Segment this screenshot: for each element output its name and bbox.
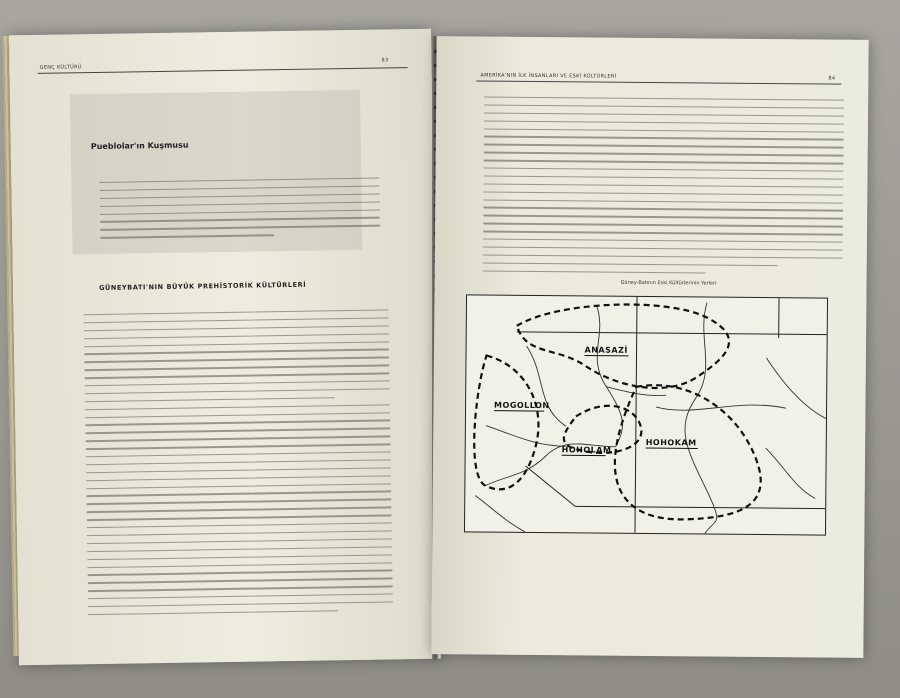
right-running-head: AMERİKA'NIN İLK İNSANLARI VE ESKİ KÜLTÜRLERİ — [480, 72, 617, 80]
map-label-anasazi: ANASAZİ — [584, 345, 628, 355]
header-rule — [476, 80, 841, 84]
culture-boundaries — [474, 303, 763, 520]
state-borders — [515, 296, 827, 535]
header-rule — [38, 67, 408, 74]
left-running-head: GENÇ KÜLTÜRÜ — [39, 64, 82, 71]
map-label-hohokam: HOHOKAM — [645, 437, 697, 448]
left-page — [9, 29, 441, 666]
rivers — [475, 301, 827, 535]
paragraph-2 — [83, 309, 393, 621]
map-label-holam: HOHOLAM — [561, 445, 612, 455]
map-figure — [464, 294, 828, 535]
section-title: Pueblolar'ın Kuşmusu — [90, 140, 189, 152]
map-drawing — [465, 295, 827, 534]
map-caption: Güney-Batının Eski Kültürlerinin Yerleri — [620, 279, 717, 287]
subsection-title: GÜNEYBATI'NIN BÜYÜK PREHİSTORİK KÜLTÜRLERİ — [98, 280, 307, 292]
right-page-number: 84 — [828, 75, 836, 82]
map-label-mogollon: MOGOLLON — [494, 400, 550, 411]
paragraph-3 — [483, 97, 845, 282]
left-page-number: 83 — [381, 57, 389, 64]
paragraph-1 — [99, 178, 380, 246]
